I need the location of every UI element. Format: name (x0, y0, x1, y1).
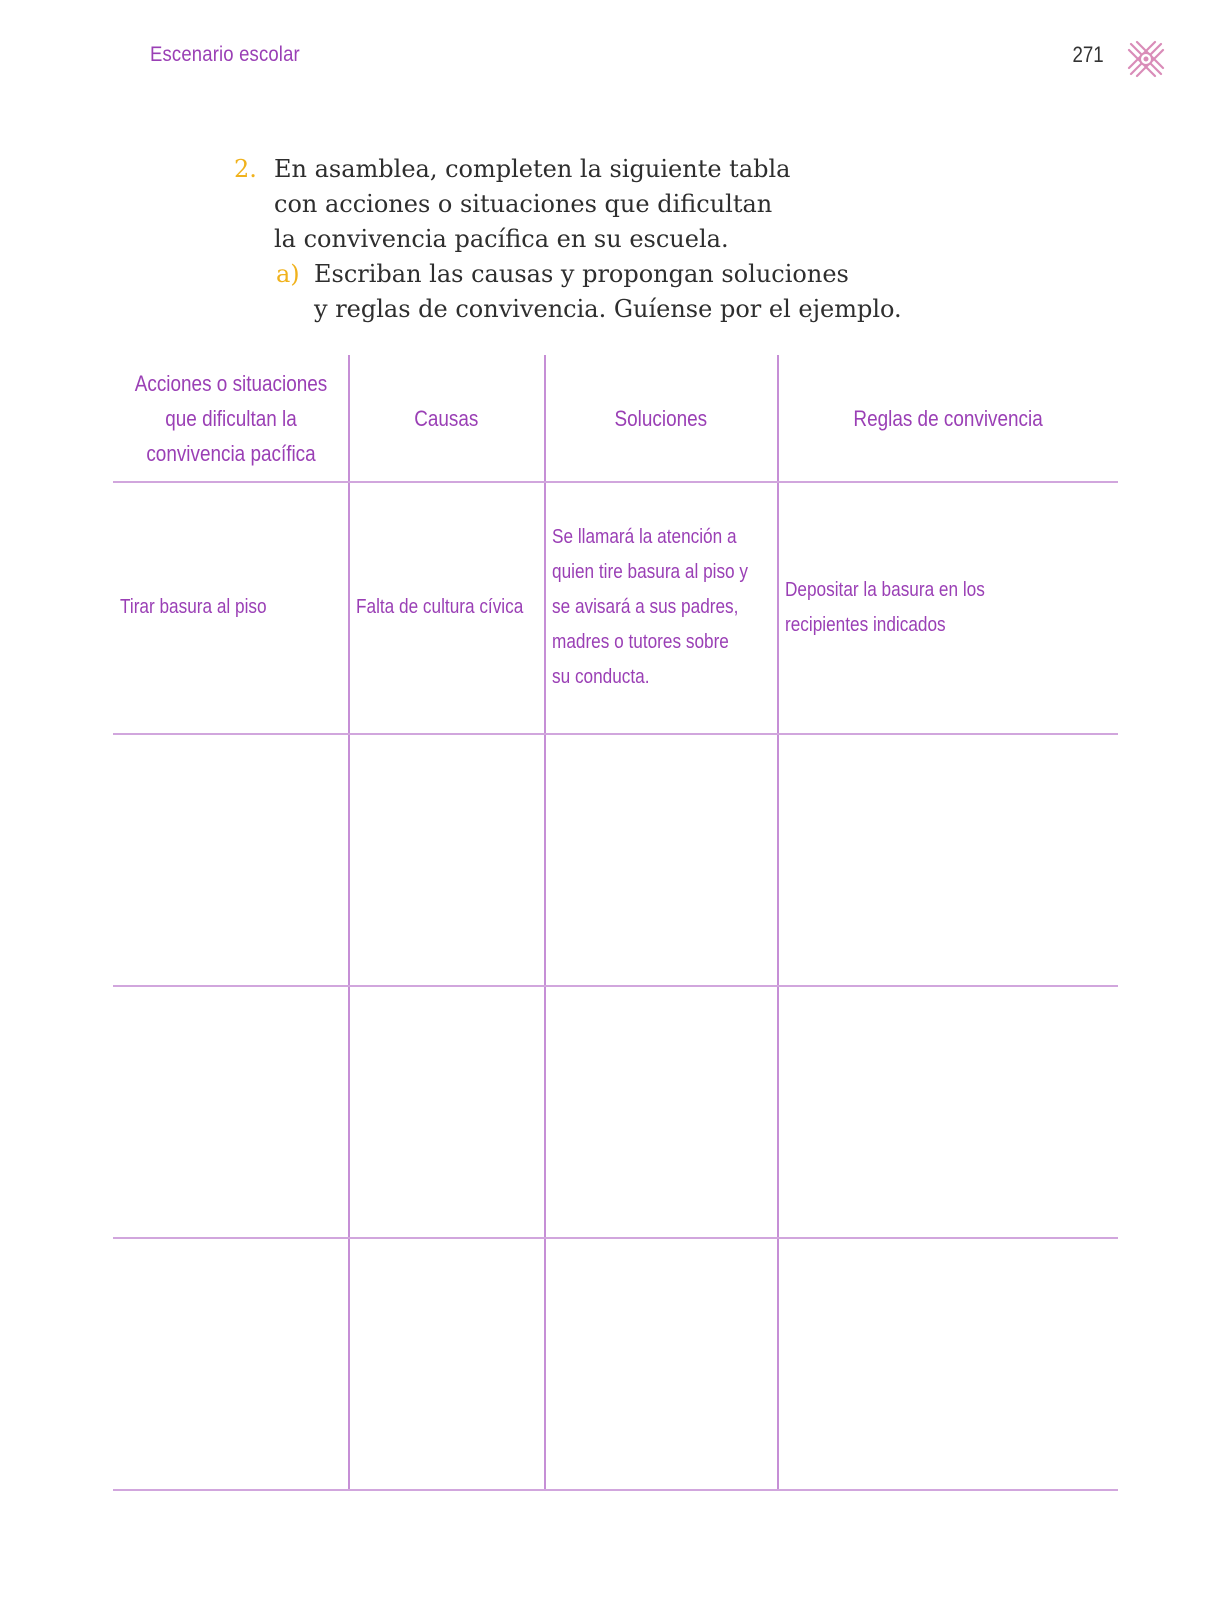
header-causes-label: Causas (414, 405, 479, 431)
example-cause: Falta de cultura cívica (356, 596, 524, 618)
header-rules-label: Reglas de convivencia (853, 405, 1043, 431)
empty-cell-cause[interactable] (350, 987, 544, 1237)
header-cell-solutions (545, 355, 777, 481)
activity-instructions (234, 152, 954, 327)
table-cell (120, 482, 345, 733)
header-cell-causes (349, 355, 544, 481)
page-number: 271 (1072, 42, 1104, 67)
table-cell (785, 482, 1115, 733)
header-section-title: Escenario escolar (150, 43, 300, 66)
empty-cell-solution[interactable] (546, 987, 777, 1237)
subitem-line-1: Escriban las causas y propongan soluciones (314, 260, 849, 288)
woven-star-icon (1127, 40, 1165, 78)
empty-cell-cause[interactable] (350, 735, 544, 985)
header-actions-label: Acciones o situaciones que dificultan la convivencia pacífica (134, 370, 327, 466)
table-cell (356, 482, 546, 733)
empty-cell-cause[interactable] (350, 1239, 544, 1489)
instruction-line-3: la convivencia pacífica en su escuela. (274, 225, 729, 253)
table-cell (552, 482, 780, 733)
empty-cell-solution[interactable] (546, 1239, 777, 1489)
item-number: 2. (234, 155, 257, 183)
empty-cell-solution[interactable] (546, 735, 777, 985)
header-cell-actions (113, 355, 348, 481)
header-cell-rules (778, 355, 1118, 481)
subitem-line-2: y reglas de convivencia. Guíense por el ejemplo. (314, 295, 902, 323)
coexistence-table (113, 355, 1118, 1495)
empty-cell-action[interactable] (113, 1239, 348, 1489)
empty-cell-action[interactable] (113, 987, 348, 1237)
instruction-item (234, 152, 954, 257)
example-solution: Se llamará la atención a quien tire basura al piso y se avisará a sus padres, madres o tutores sobre su conducta. (552, 526, 749, 688)
empty-cell-rule[interactable] (779, 735, 1118, 985)
example-action: Tirar basura al piso (120, 596, 267, 618)
empty-cell-rule[interactable] (779, 987, 1118, 1237)
empty-cell-action[interactable] (113, 735, 348, 985)
subitem-letter: a) (276, 260, 300, 288)
instruction-line-1: En asamblea, completen la siguiente tabla (274, 155, 791, 183)
row-divider (113, 1489, 1118, 1491)
example-rule: Depositar la basura en los recipientes indicados (785, 578, 985, 636)
header-solutions-label: Soluciones (614, 405, 708, 431)
instruction-subitem (276, 257, 954, 327)
empty-cell-rule[interactable] (779, 1239, 1118, 1489)
instruction-line-2: con acciones o situaciones que dificultan (274, 190, 773, 218)
